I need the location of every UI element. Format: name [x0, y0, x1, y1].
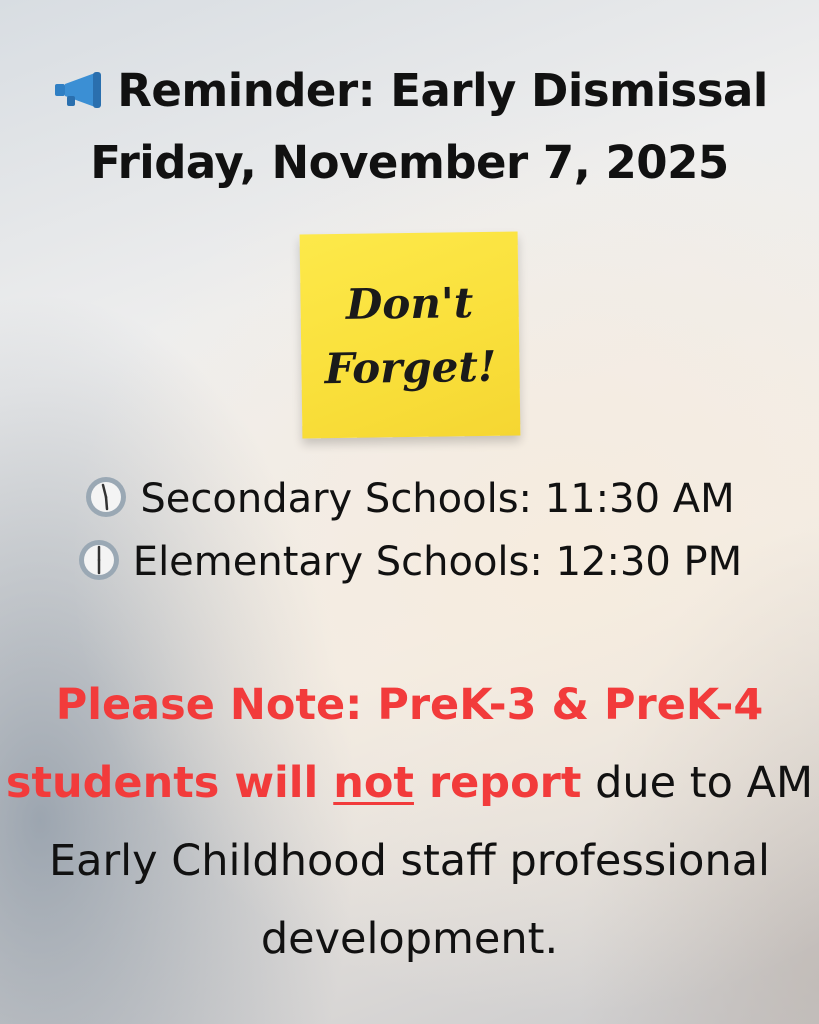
megaphone-icon: [51, 70, 107, 110]
notice-red-part1: Please Note: PreK-3 & PreK-4 students will: [5, 680, 764, 808]
headline-title: [0, 64, 819, 117]
sticky-note: [300, 231, 521, 438]
elementary-schools-label: Elementary Schools: 12:30 PM: [132, 539, 743, 585]
clock-1230-icon: [77, 538, 121, 582]
prek-notice: [0, 666, 819, 978]
secondary-schools-label: Secondary Schools: 11:30 AM: [140, 476, 735, 522]
sticky-note-line1: Don't: [345, 278, 474, 329]
clock-1130-icon: [84, 475, 128, 519]
sticky-note-line2: Forget!: [324, 341, 497, 394]
notice-black-part: due to AM Early Childhood staff professional development.: [48, 758, 814, 964]
notice-red-part2: report: [413, 758, 582, 808]
notice-red-underlined: not: [333, 758, 414, 808]
elementary-schools-time: [0, 538, 819, 585]
secondary-schools-time: [0, 475, 819, 522]
headline-date: Friday, November 7, 2025: [90, 136, 729, 189]
headline-text: Reminder: Early Dismissal: [117, 64, 768, 117]
